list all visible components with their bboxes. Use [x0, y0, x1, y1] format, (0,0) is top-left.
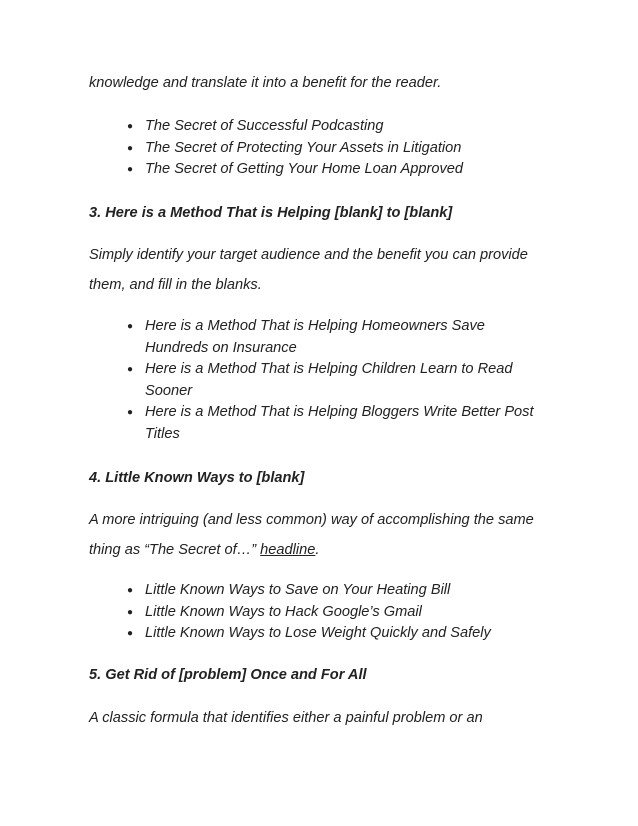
list-item-text: Little Known Ways to Hack Google’s Gmail [145, 603, 422, 620]
bullet-icon: ● [127, 164, 134, 175]
list-item-text: Little Known Ways to Save on Your Heating Bill [145, 582, 451, 598]
list-item-text: Hundreds on Insurance [145, 339, 297, 356]
body-line: A more intriguing (and less common) way of accomplishing the same [89, 512, 534, 528]
list-item [0, 623, 560, 645]
section-3-body [89, 240, 559, 300]
list-item-text: Here is a Method That is Helping Children Learn to Read [145, 361, 513, 377]
section-3-heading: 3. Here is a Method That is Helping [blank] to [blank] [89, 205, 453, 221]
bullet-icon: ● [127, 121, 134, 132]
body-line: Simply identify your target audience and the benefit you can provide [89, 247, 528, 263]
section-5-body [89, 703, 559, 733]
section-4-body [89, 505, 559, 565]
list-item-text: Here is a Method That is Helping Bloggers Write Better Post [145, 404, 534, 420]
secret-examples-list [0, 116, 560, 181]
intro-text: knowledge and translate it into a benefit for the reader. [89, 75, 442, 91]
list-item [0, 402, 560, 445]
list-item-text: Little Known Ways to Lose Weight Quickly and Safely [145, 625, 491, 641]
method-examples-list [0, 316, 560, 445]
body-line: thing as “The Secret of…” [89, 542, 261, 558]
bullet-icon: ● [127, 142, 134, 154]
list-item [0, 138, 560, 160]
bullet-icon: ● [127, 407, 134, 418]
list-item-text: Here is a Method That is Helping Homeowners Save [145, 318, 485, 334]
section-4-heading: 4. Little Known Ways to [blank] [89, 470, 305, 486]
list-item [0, 359, 560, 402]
intro-paragraph-tail [89, 68, 559, 98]
body-line: them, and fill in the blanks. [89, 277, 262, 293]
list-item-text: The Secret of Successful Podcasting [145, 118, 384, 134]
bullet-icon: ● [127, 364, 134, 375]
list-item [0, 602, 560, 624]
body-line: A classic formula that identifies either a painful problem or an [89, 710, 483, 726]
body-line-end: . [315, 542, 320, 558]
bullet-icon: ● [127, 585, 134, 596]
list-item-text: Sooner [145, 382, 193, 399]
list-item [0, 159, 560, 181]
list-item-text: Titles [145, 425, 180, 442]
bullet-icon: ● [127, 628, 134, 639]
bullet-icon: ● [127, 321, 134, 332]
list-item-text: The Secret of Getting Your Home Loan Approved [145, 161, 464, 177]
section-5-heading: 5. Get Rid of [problem] Once and For All [89, 667, 367, 683]
list-item [0, 316, 560, 359]
list-item-text: The Secret of Protecting Your Assets in Litigation [145, 139, 462, 156]
headline-link[interactable]: headline [260, 542, 316, 558]
list-item [0, 580, 560, 602]
little-known-examples-list [0, 580, 560, 645]
bullet-icon: ● [127, 606, 134, 618]
list-item [0, 116, 560, 138]
